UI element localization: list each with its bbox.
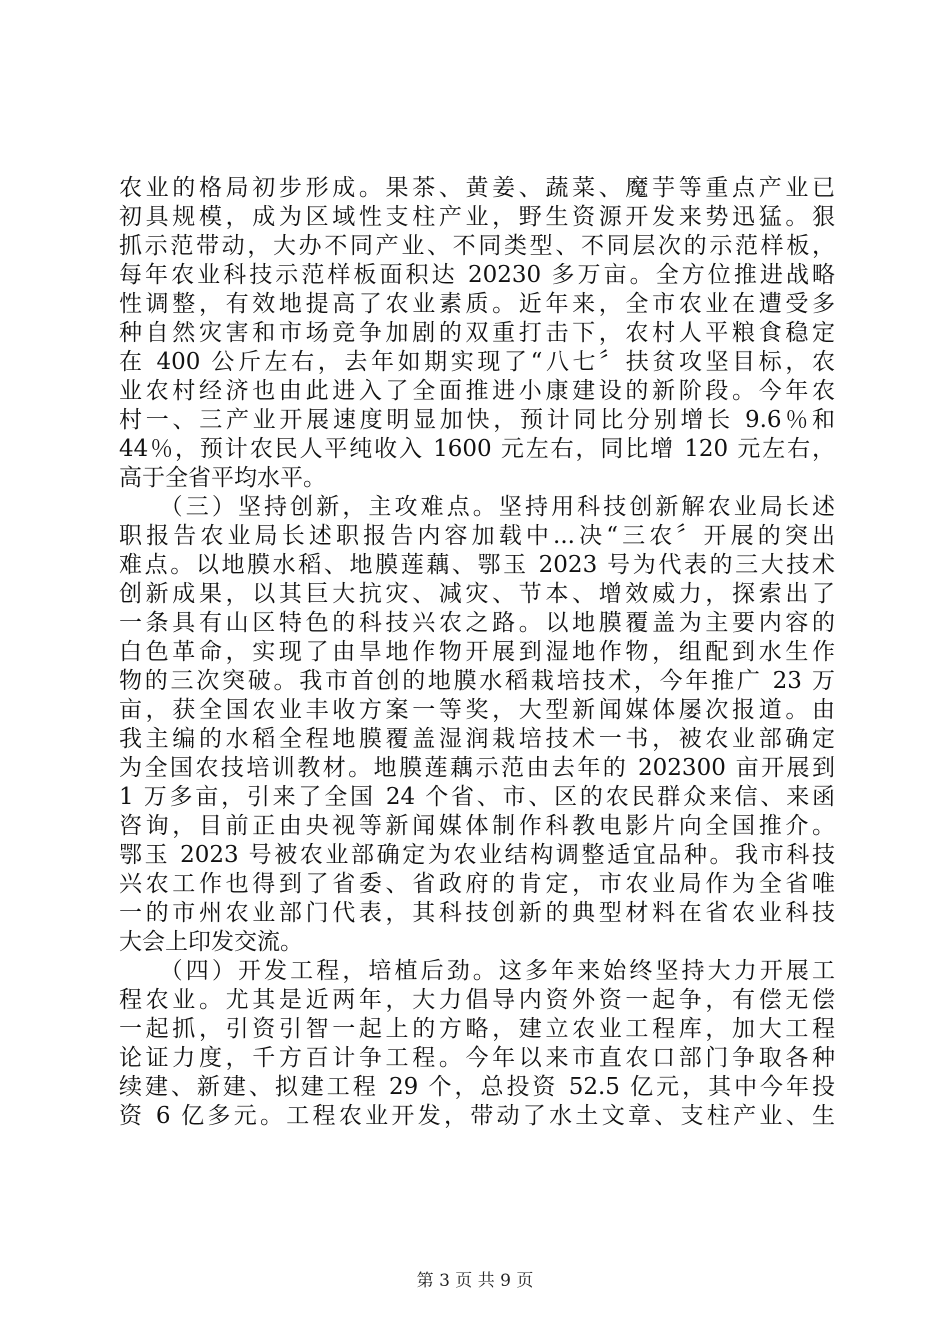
text-line: 抓示范带动，大办不同产业、不同类型、不同层次的示范样板， [119,233,835,259]
text-line: 论证力度，千方百计争工程。今年以来市直农口部门争取各种 [119,1045,835,1071]
text-line: 农业的格局初步形成。果茶、黄姜、蔬菜、魔芋等重点产业已 [119,175,835,201]
page-footer [0,1270,950,1292]
text-line: 一起抓，引资引智一起上的方略，建立农业工程库，加大工程 [119,1016,835,1042]
text-line: 性调整，有效地提高了农业素质。近年来，全市农业在遭受多 [119,291,835,317]
page-number: 第 3 页 共 9 页 [416,1271,534,1291]
text-line: 为全国农技培训教材。地膜莲藕示范由去年的 202300 亩开展到 [119,755,835,781]
text-line: 程农业。尤其是近两年，大力倡导内资外资一起争，有偿无偿 [119,987,835,1013]
text-line: 咨询，目前正由央视等新闻媒体制作科教电影片向全国推介。 [119,813,835,839]
text-line: 亩，获全国农业丰收方案一等奖，大型新闻媒体屡次报道。由 [119,697,835,723]
text-line: 高于全省平均水平。 [119,465,326,491]
text-line: （三）坚持创新，主攻难点。坚持用科技创新解农业局长述 [119,494,835,520]
body-text [119,174,835,1131]
text-line: 44％，预计农民人平纯收入 1600 元左右，同比增 120 元左右， [119,436,835,462]
text-line: 1 万多亩，引来了全国 24 个省、市、区的农民群众来信、来函 [119,784,835,810]
text-line: 每年农业科技示范样板面积达 20230 多万亩。全方位推进战略 [119,262,835,288]
text-line: 大会上印发交流。 [119,929,303,955]
text-line: 创新成果，以其巨大抗灾、减灾、节本、增效威力，探索出了 [119,581,835,607]
text-line: 续建、新建、拟建工程 29 个，总投资 52.5 亿元，其中今年投 [119,1074,835,1100]
text-line: 一的市州农业部门代表，其科技创新的典型材料在省农业科技 [119,900,835,926]
text-line: （四）开发工程，培植后劲。这多年来始终坚持大力开展工 [119,958,835,984]
text-line: 业农村经济也由此进入了全面推进小康建设的新阶段。今年农 [119,378,835,404]
text-line: 兴农工作也得到了省委、省政府的肯定，市农业局作为全省唯 [119,871,835,897]
text-line: 我主编的水稻全程地膜覆盖湿润栽培技术一书，被农业部确定 [119,726,835,752]
text-line: 职报告农业局长述职报告内容加载中...决“三农〞开展的突出 [119,523,835,549]
text-line: 鄂玉 2023 号被农业部确定为农业结构调整适宜品种。我市科技 [119,842,835,868]
text-line: 一条具有山区特色的科技兴农之路。以地膜覆盖为主要内容的 [119,610,835,636]
text-line: 资 6 亿多元。工程农业开发，带动了水土文章、支柱产业、生 [119,1103,835,1129]
text-line: 初具规模，成为区域性支柱产业，野生资源开发来势迅猛。狠 [119,204,835,230]
text-line: 物的三次突破。我市首创的地膜水稻栽培技术，今年推广 23 万 [119,668,835,694]
text-line: 村一、三产业开展速度明显加快，预计同比分别增长 9.6％和 [119,407,835,433]
text-line: 在 400 公斤左右，去年如期实现了“八七〞扶贫攻坚目标，农 [119,349,835,375]
text-line: 难点。以地膜水稻、地膜莲藕、鄂玉 2023 号为代表的三大技术 [119,552,835,578]
text-line: 种自然灾害和市场竞争加剧的双重打击下，农村人平粮食稳定 [119,320,835,346]
text-line: 白色革命，实现了由旱地作物开展到湿地作物，组配到水生作 [119,639,835,665]
